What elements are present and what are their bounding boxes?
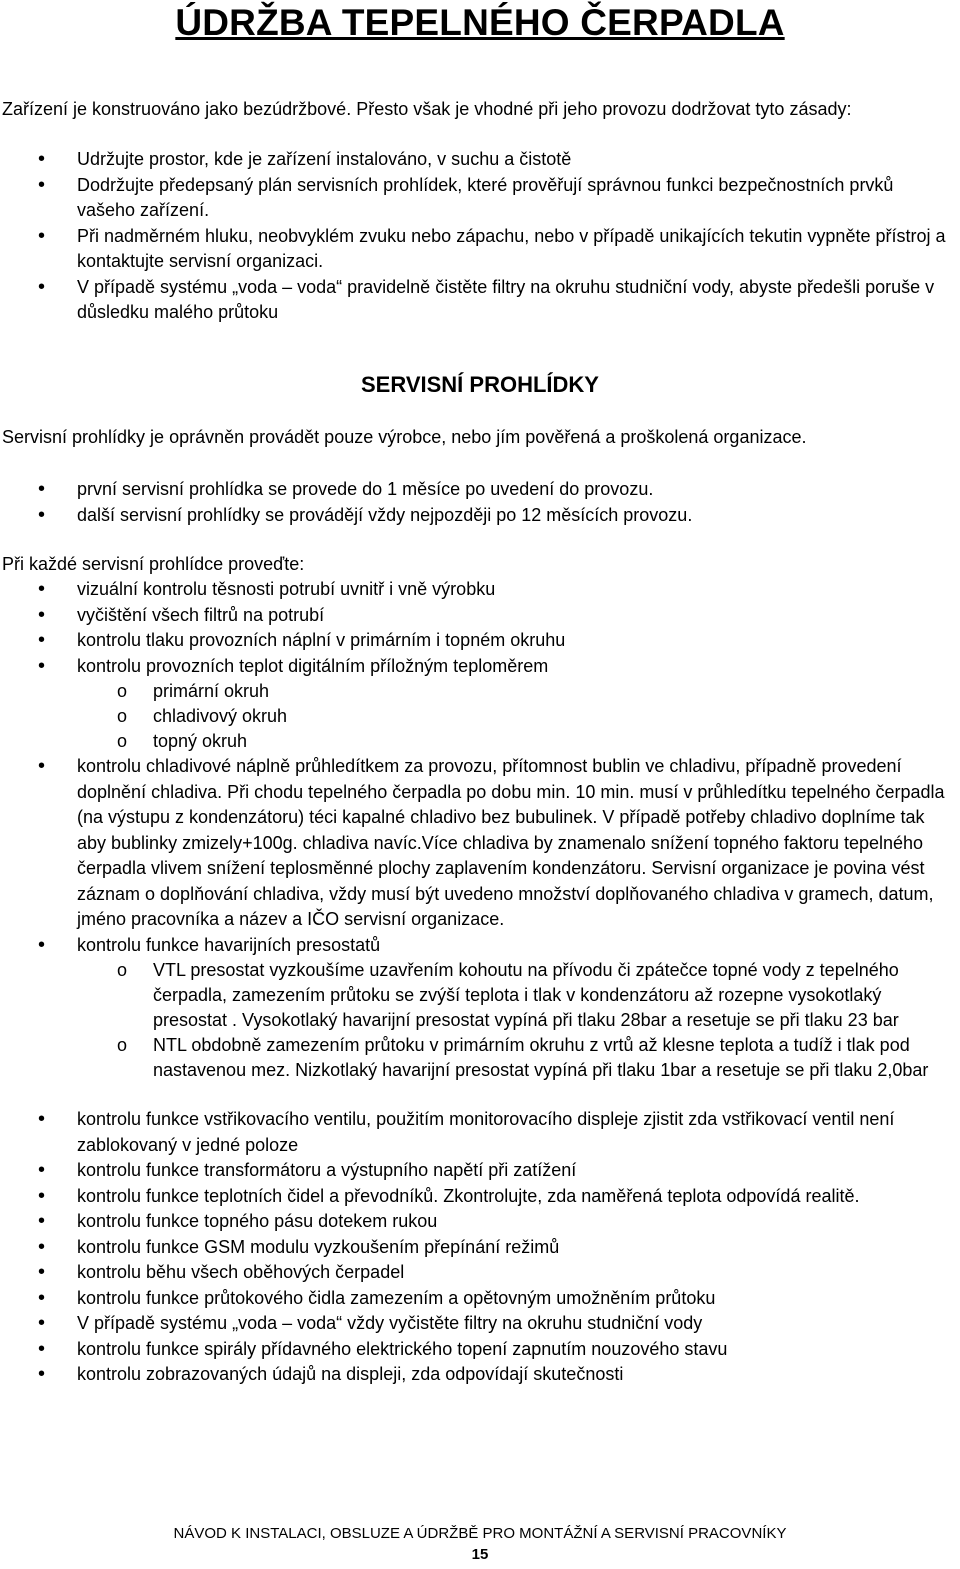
list-item: • kontrolu tlaku provozních náplní v primárním i topném okruhu <box>0 628 958 654</box>
sublist-item: o chladivový okruh <box>77 704 958 729</box>
circuit-sublist <box>77 679 958 754</box>
page-title: ÚDRŽBA TEPELNÉHO ČERPADLA <box>175 2 785 43</box>
checks-list <box>0 577 958 1388</box>
list-item: • kontrolu funkce topného pásu dotekem rukou <box>0 1209 958 1235</box>
schedule-list <box>0 477 958 528</box>
sublist-item: o VTL presostat vyzkoušíme uzavřením kohoutu na přívodu či zpátečce topné vody z tepelného čerpadla, zamezením průtoku se zvýší teplota i tlak v kondenzátoru až rozepne vysokotlaký presostat . Vysokotlaký havarijní presostat vypíná při tlaku 28bar a resetuje se při tlaku 23 bar <box>77 958 954 1033</box>
list-item: • V případě systému „voda – voda“ pravidelně čistěte filtry na okruhu studniční vody, abyste předešli poruše v důsledku malého průtoku <box>0 275 958 326</box>
list-item: • kontrolu chladivové náplně průhledítkem za provozu, přítomnost bublin ve chladivu, případně provedení doplnění chladiva. Při chodu tepelného čerpadla po dobu min. 10 min. musí v průhledítku tepelného čerpadla (na výstupu z kondenzátoru) téci kapalné chladivo bez bubulinek. V případě potřeby chladivo doplníme tak aby bublinky zmizely+100g. chladiva navíc.Více chladiva by znamenalo snížení topného faktoru tepelného čerpadla vlivem snížení teplosměnné plochy zaplavením kondenzátoru. Servisní organizace je povina vést záznam o doplňování chladiva, vždy musí být uvedeno množství doplňovaného chladiva v gramech, datum, jméno pracovníka a název a IČO servisní organizace. <box>0 754 958 933</box>
intro-paragraph: Zařízení je konstruováno jako bezúdržbové. Přesto však je vhodné při jeho provozu dodržovat tyto zásady: <box>2 99 852 119</box>
list-item: • kontrolu funkce teplotních čidel a převodníků. Zkontrolujte, zda naměřená teplota odpovídá realitě. <box>0 1184 958 1210</box>
list-item: • další servisní prohlídky se provádějí vždy nejpozději po 12 měsících provozu. <box>0 503 958 529</box>
list-item: • kontrolu běhu všech oběhových čerpadel <box>0 1260 958 1286</box>
list-item: • Udržujte prostor, kde je zařízení instalováno, v suchu a čistotě <box>0 147 958 173</box>
authorization-paragraph: Servisní prohlídky je oprávněn provádět pouze výrobce, nebo jím pověřená a proškolená organizace. <box>2 427 807 447</box>
list-item: • Dodržujte předepsaný plán servisních prohlídek, které prověřují správnou funkci bezpečnostních prvků vašeho zařízení. <box>0 173 958 224</box>
list-item: • vizuální kontrolu těsnosti potrubí uvnitř i vně výrobku <box>0 577 958 603</box>
each-inspection-intro: Při každé servisní prohlídce proveďte: <box>2 554 305 574</box>
list-item: • vyčištění všech filtrů na potrubí <box>0 603 958 629</box>
list-item: • V případě systému „voda – voda“ vždy vyčistěte filtry na okruhu studniční vody <box>0 1311 958 1337</box>
list-item <box>0 933 958 1084</box>
section-heading: SERVISNÍ PROHLÍDKY <box>361 372 599 397</box>
list-item: • první servisní prohlídka se provede do 1 měsíce po uvedení do provozu. <box>0 477 958 503</box>
sublist-item: o topný okruh <box>77 729 958 754</box>
list-item: • kontrolu funkce transformátoru a výstupního napětí při zatížení <box>0 1158 958 1184</box>
list-item <box>0 654 958 755</box>
list-item-text: kontrolu funkce havarijních presostatů <box>77 934 381 955</box>
list-item: • Při nadměrném hluku, neobvyklém zvuku nebo zápachu, nebo v případě unikajících tekutin vypněte přístroj a kontaktujte servisní organizaci. <box>0 224 958 275</box>
list-item: • kontrolu funkce GSM modulu vyzkoušením přepínání režimů <box>0 1235 958 1261</box>
list-item: • kontrolu zobrazovaných údajů na displeji, zda odpovídají skutečnosti <box>0 1362 958 1388</box>
pressostat-sublist <box>77 958 954 1083</box>
page-number: 15 <box>471 1546 489 1563</box>
list-item: • kontrolu funkce průtokového čidla zamezením a opětovným umožněním průtoku <box>0 1286 958 1312</box>
sublist-item: o primární okruh <box>77 679 958 704</box>
list-item: • kontrolu funkce vstřikovacího ventilu, použitím monitorovacího displeje zjistit zda vstřikovací ventil není zablokovaný v jedné poloze <box>0 1107 958 1158</box>
footer-text: NÁVOD K INSTALACI, OBSLUZE A ÚDRŽBĚ PRO MONTÁŽNÍ A SERVISNÍ PRACOVNÍKY <box>173 1525 787 1542</box>
list-item: • kontrolu funkce spirály přídavného elektrického topení zapnutím nouzového stavu <box>0 1337 958 1363</box>
sublist-item: o NTL obdobně zamezením průtoku v primárním okruhu z vrtů až klesne teplota a tudíž i tlak pod nastavenou mez. Nizkotlaký havarijní presostat vypíná při tlaku 1bar a resetuje se při tlaku 2,0bar <box>77 1033 954 1083</box>
rules-list <box>0 147 958 326</box>
list-item-text: kontrolu provozních teplot digitálním příložným teploměrem <box>77 655 549 676</box>
